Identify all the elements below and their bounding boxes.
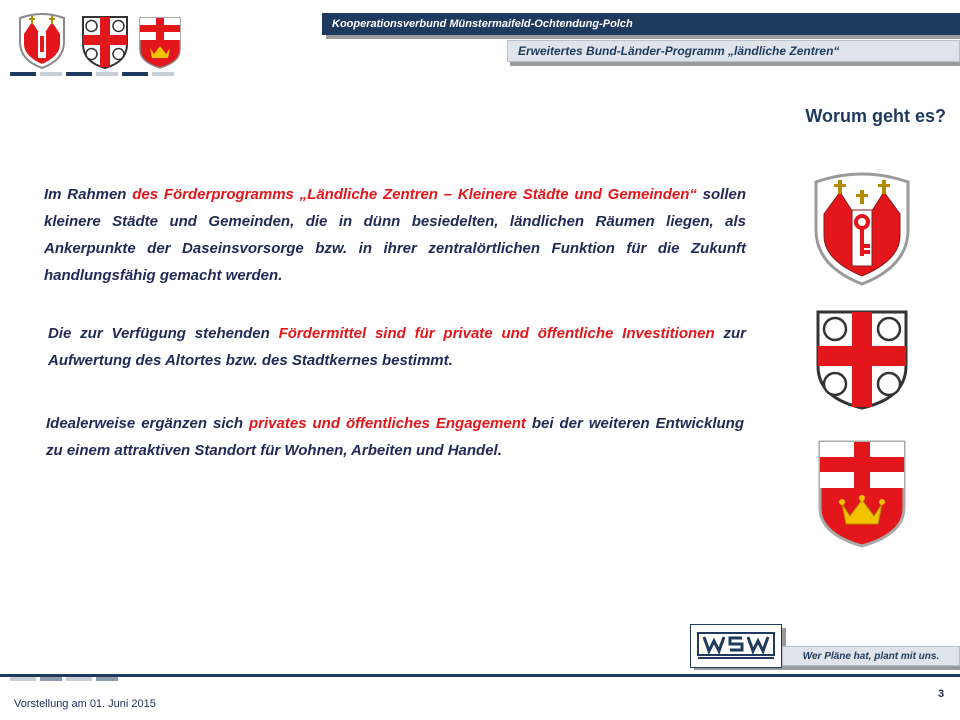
- p1-text-a: Im Rahmen: [44, 186, 133, 203]
- wsw-logo-icon: [696, 629, 776, 663]
- paragraph-2: [48, 320, 746, 374]
- crest-polch-icon: [138, 16, 182, 70]
- p1-text-c: sollen kleinere Städte und Gemeinden, die in dünn besiedelten, ländlichen Räumen liegen, als Ankerpunkte der Daseinsvorsorge bzw. in ihrer zentralörtlichen Funktion für die Zukunft handlungsfähig gemacht werden.: [44, 186, 746, 284]
- page-number: 3: [938, 688, 945, 700]
- crest-muenstermaifeld-icon: [14, 12, 70, 70]
- header-strip: [10, 72, 180, 76]
- header-crests: [14, 12, 184, 72]
- crest-ochtendung-large-icon: [814, 308, 910, 412]
- crest-muenstermaifeld-large-icon: [806, 170, 918, 288]
- wsw-logo: [690, 624, 782, 668]
- p2-text-c: zur Aufwertung des Altortes bzw. des Stadtkernes bestimmt.: [48, 325, 746, 369]
- footer-strip: [10, 677, 180, 681]
- p3-text-c: bei der weiteren Entwicklung zu einem attraktiven Standort für Wohnen, Arbeiten und Handel.: [46, 415, 744, 459]
- p2-text-a: Die zur Verfügung stehenden: [48, 325, 279, 342]
- paragraph-3: [46, 410, 744, 464]
- header-subtitle: Erweitertes Bund-Länder-Programm „ländliche Zentren“: [507, 40, 960, 62]
- paragraph-1: [44, 181, 746, 289]
- slogan: Wer Pläne hat, plant mit uns.: [782, 646, 960, 666]
- crest-ochtendung-icon: [80, 14, 130, 70]
- p1-text-highlight: des Förderprogramms „Ländliche Zentren – Kleinere Städte und Gemeinden“: [132, 186, 697, 203]
- header-title: Kooperationsverbund Münstermaifeld-Ochtendung-Polch: [322, 13, 960, 35]
- p3-text-a: Idealerweise ergänzen sich: [46, 415, 250, 432]
- p2-text-highlight: Fördermittel sind für private und öffentliche Investitionen: [278, 325, 715, 342]
- p3-text-highlight: privates und öffentliches Engagement: [249, 415, 526, 432]
- page-title: Worum geht es?: [805, 106, 946, 126]
- crest-polch-large-icon: [816, 438, 908, 550]
- presentation-date: Vorstellung am 01. Juni 2015: [14, 698, 156, 710]
